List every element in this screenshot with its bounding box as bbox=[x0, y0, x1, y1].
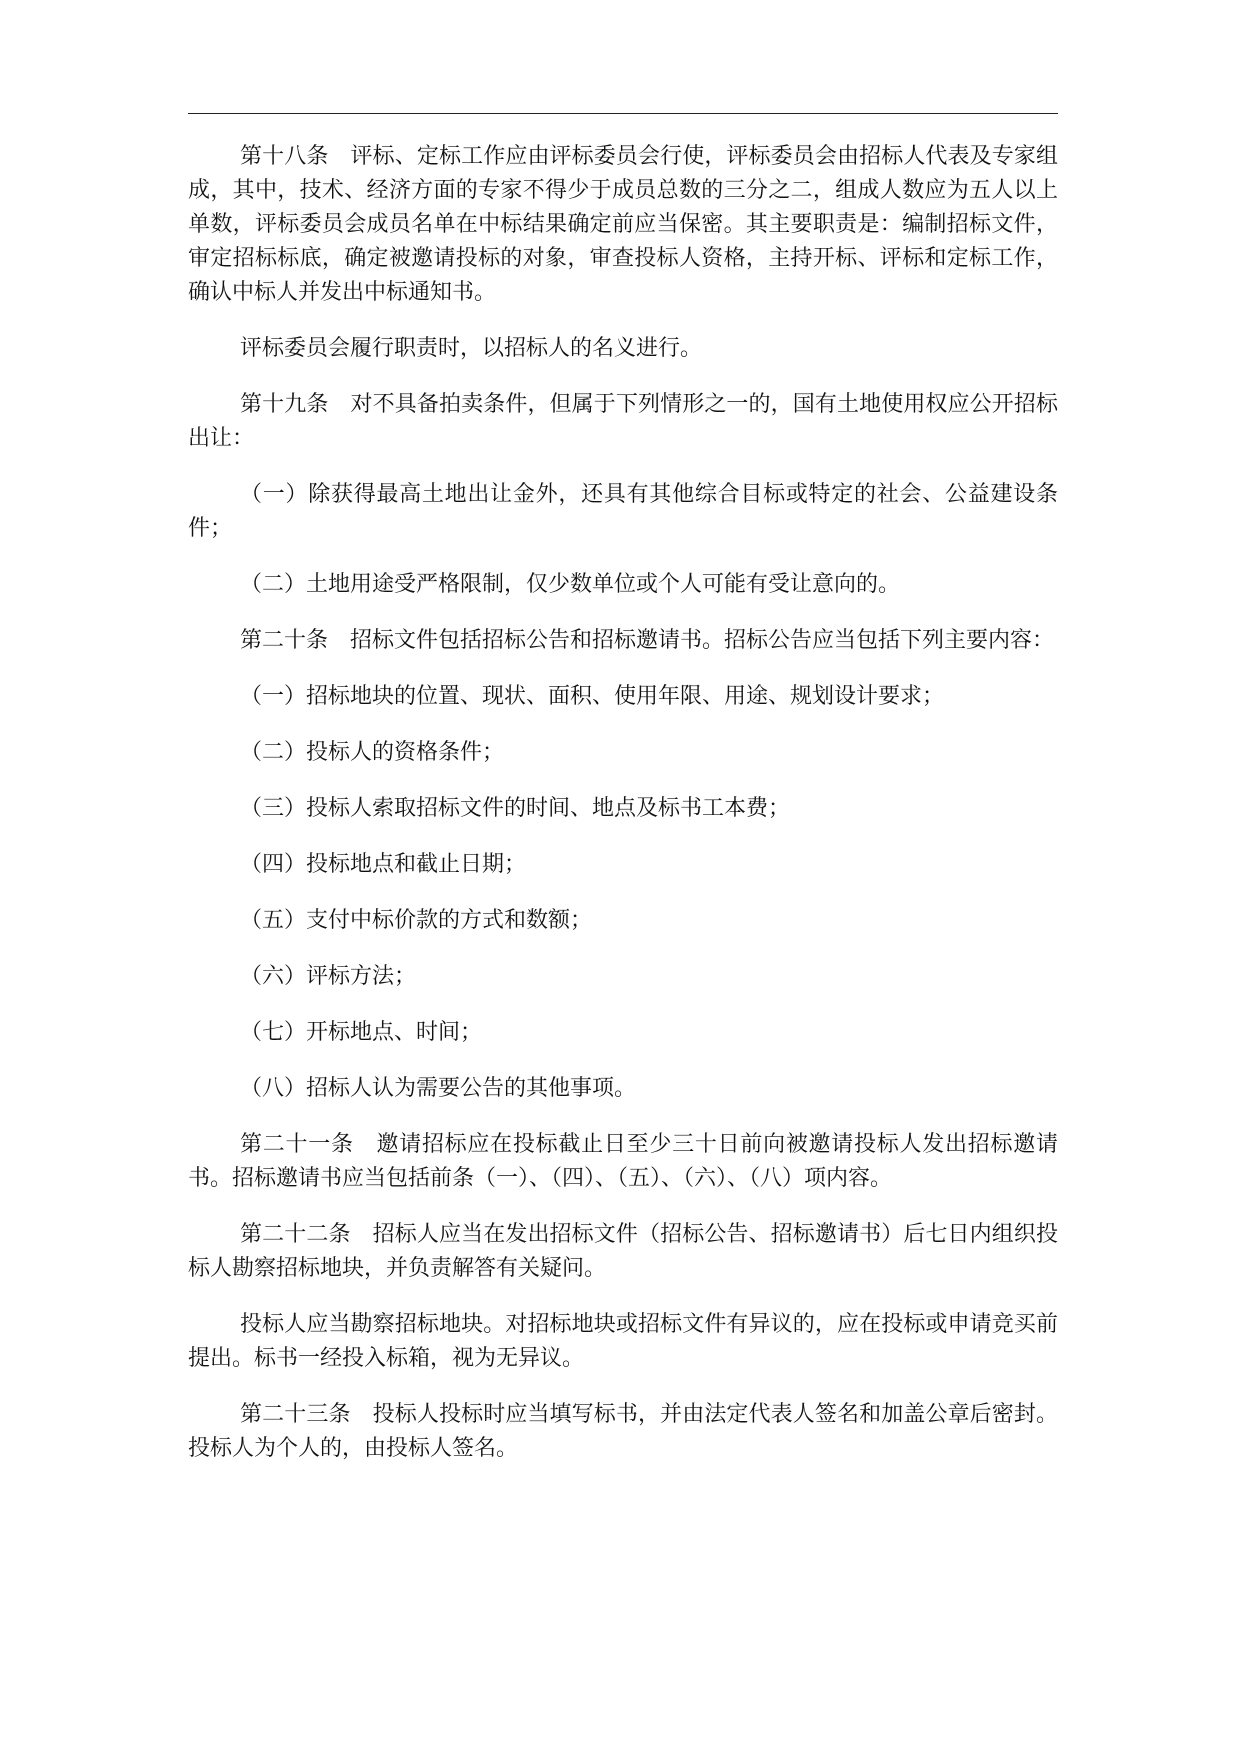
paragraph-article-19-item-2: （二）土地用途受严格限制，仅少数单位或个人可能有受让意向的。 bbox=[240, 572, 901, 597]
paragraph-article-19-item-1: （一）除获得最高土地出让金外，还具有其他综合目标或特定的社会、公益建设条件； bbox=[188, 482, 1058, 541]
paragraph-article-20-item-7: （七）开标地点、时间； bbox=[240, 1020, 483, 1045]
paragraph-site-survey: 投标人应当勘察招标地块。对招标地块或招标文件有异议的，应在投标或申请竞买前提出。标书一经投入标箱，视为无异议。 bbox=[188, 1312, 1058, 1371]
paragraph-article-22: 第二十二条 招标人应当在发出招标文件（招标公告、招标邀请书）后七日内组织投标人勘察招标地块，并负责解答有关疑问。 bbox=[188, 1222, 1058, 1281]
paragraph-article-21: 第二十一条 邀请招标应在投标截止日至少三十日前向被邀请投标人发出招标邀请书。招标邀请书应当包括前条（一）、（四）、（五）、（六）、（八）项内容。 bbox=[188, 1132, 1058, 1191]
paragraph-article-19: 第十九条 对不具备拍卖条件，但属于下列情形之一的，国有土地使用权应公开招标出让： bbox=[188, 392, 1058, 451]
paragraph-article-20-item-4: （四）投标地点和截止日期； bbox=[240, 852, 527, 877]
paragraph-article-20-item-3: （三）投标人索取招标文件的时间、地点及标书工本费； bbox=[240, 796, 791, 821]
paragraph-article-20-item-6: （六）评标方法； bbox=[240, 964, 417, 989]
paragraph-article-20-item-8: （八）招标人认为需要公告的其他事项。 bbox=[240, 1076, 637, 1101]
paragraph-article-18: 第十八条 评标、定标工作应由评标委员会行使，评标委员会由招标人代表及专家组成，其中，技术、经济方面的专家不得少于成员总数的三分之二，组成人数应为五人以上单数，评标委员会成员名单在中标结果确定前应当保密。其主要职责是：编制招标文件，审定招标标底，确定被邀请投标的对象，审查投标人资格，主持开标、评标和定标工作，确认中标人并发出中标通知书。 bbox=[188, 144, 1058, 305]
paragraph-article-20-item-2: （二）投标人的资格条件； bbox=[240, 740, 505, 765]
header-rule bbox=[188, 113, 1058, 114]
paragraph-article-20: 第二十条 招标文件包括招标公告和招标邀请书。招标公告应当包括下列主要内容： bbox=[240, 628, 1055, 653]
paragraph-article-23: 第二十三条 投标人投标时应当填写标书，并由法定代表人签名和加盖公章后密封。投标人为个人的，由投标人签名。 bbox=[188, 1402, 1058, 1461]
document-body bbox=[188, 140, 1058, 1488]
paragraph-article-20-item-1: （一）招标地块的位置、现状、面积、使用年限、用途、规划设计要求； bbox=[240, 684, 945, 709]
paragraph-article-20-item-5: （五）支付中标价款的方式和数额； bbox=[240, 908, 593, 933]
paragraph-committee-duty: 评标委员会履行职责时，以招标人的名义进行。 bbox=[240, 336, 703, 361]
